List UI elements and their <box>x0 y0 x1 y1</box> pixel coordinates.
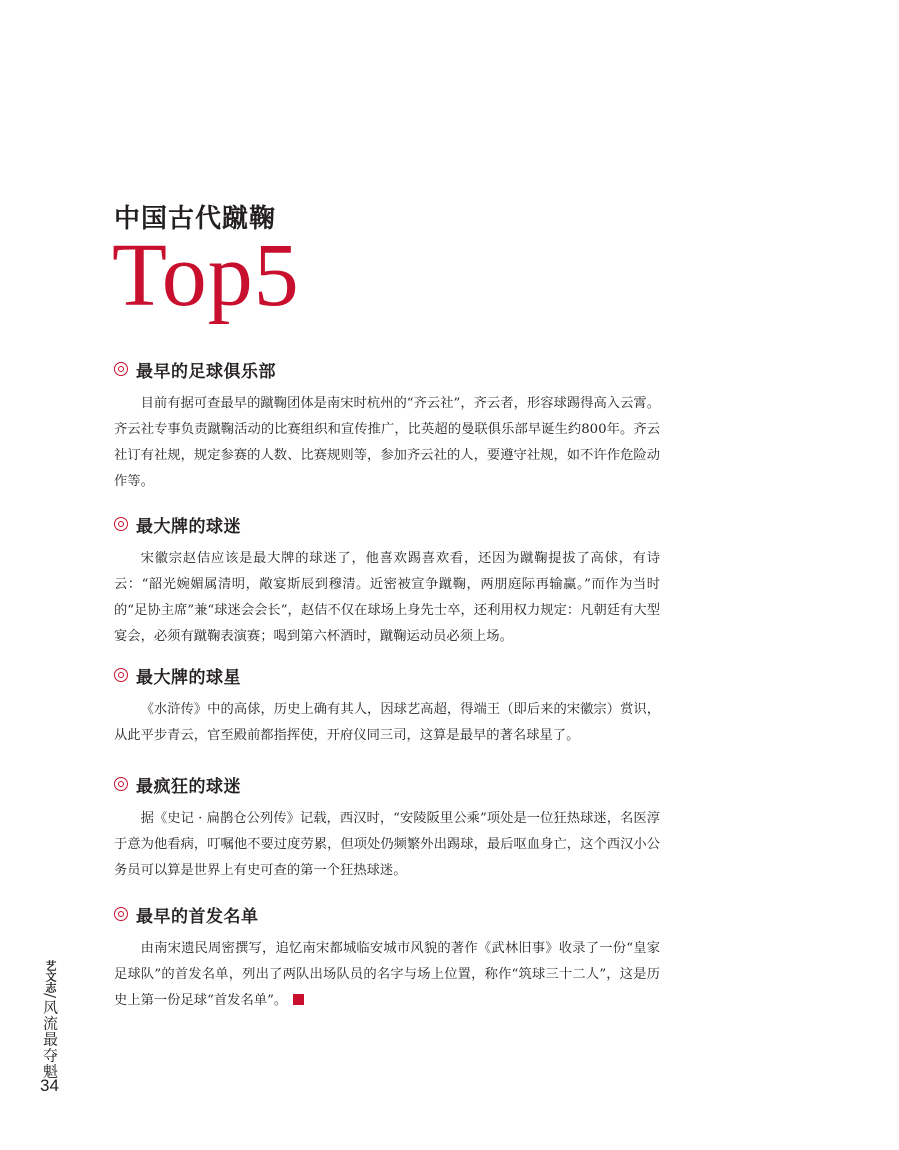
double-circle-bullet-icon <box>114 668 128 682</box>
magazine-logo: 艺文志 <box>44 960 57 993</box>
section-title: 最早的首发名单 <box>136 906 259 927</box>
section-body: 据《史记 · 扁鹊仓公列传》记载，西汉时，“安陵阪里公乘”项处是一位狂热球迷，名医淳于意为他看病，叮嘱他不要过度劳累，但项处仍频繁外出踢球，最后呕血身亡，这个西汉小公务员可以算是世界上有史可查的第一个狂热球迷。 <box>114 811 660 878</box>
column-name: 风流最夺魁 <box>41 999 59 1080</box>
section-title: 最疯狂的球迷 <box>136 776 241 797</box>
heading-subtitle: 中国古代蹴鞠 <box>114 204 277 234</box>
footer-divider: / <box>41 993 59 1000</box>
section-body: 《水浒传》中的高俅，历史上确有其人，因球艺高超，得端王（即后来的宋徽宗）赏识，从此平步青云，官至殿前都指挥使，开府仪同三司，这算是最早的著名球星了。 <box>114 702 660 743</box>
double-circle-bullet-icon <box>114 907 128 921</box>
section-body: 宋徽宗赵佶应该是最大牌的球迷了，他喜欢踢喜欢看，还因为蹴鞠提拔了高俅，有诗云：“韶光婉媚属清明，敞宴斯辰到穆清。近密被宣争蹴鞠，两朋庭际再输赢。”而作为当时的“足协主席”兼“球迷会会长”，赵佶不仅在球场上身先士卒，还利用权力规定：凡朝廷有大型宴会，必须有蹴鞠表演赛；喝到第六杯酒时，蹴鞠运动员必须上场。 <box>114 551 660 644</box>
section-biggest-star <box>114 661 660 749</box>
double-circle-bullet-icon <box>114 362 128 376</box>
section-craziest-fan <box>114 770 660 884</box>
section-body-text: 由南宋遗民周密撰写，追忆南宋都城临安城市风貌的著作《武林旧事》收录了一份“皇家足球队”的首发名单，列出了两队出场队员的名字与场上位置，称作“筑球三十二人”，这是历史上第一份足球“首发名单”。 <box>114 941 660 1008</box>
section-body <box>114 936 660 1014</box>
section-title: 最大牌的球迷 <box>136 516 241 537</box>
double-circle-bullet-icon <box>114 777 128 791</box>
section-earliest-lineup <box>114 900 660 1014</box>
double-circle-bullet-icon <box>114 517 128 531</box>
section-biggest-fan <box>114 510 660 650</box>
page-number: 34 <box>40 1076 59 1095</box>
running-footer <box>40 960 60 1079</box>
section-body: 目前有据可查最早的蹴鞠团体是南宋时杭州的“齐云社”，齐云者，形容球踢得高入云霄。齐云社专事负责蹴鞠活动的比赛组织和宣传推广，比英超的曼联俱乐部早诞生约800年。齐云社订有社规，规定参赛的人数、比赛规则等，参加齐云社的人，要遵守社规，如不许作危险动作等。 <box>114 396 660 489</box>
heading-title: Top5 <box>112 226 300 325</box>
section-title: 最早的足球俱乐部 <box>136 361 276 382</box>
section-earliest-club <box>114 355 660 495</box>
section-title: 最大牌的球星 <box>136 667 241 688</box>
end-square-icon <box>293 994 304 1005</box>
